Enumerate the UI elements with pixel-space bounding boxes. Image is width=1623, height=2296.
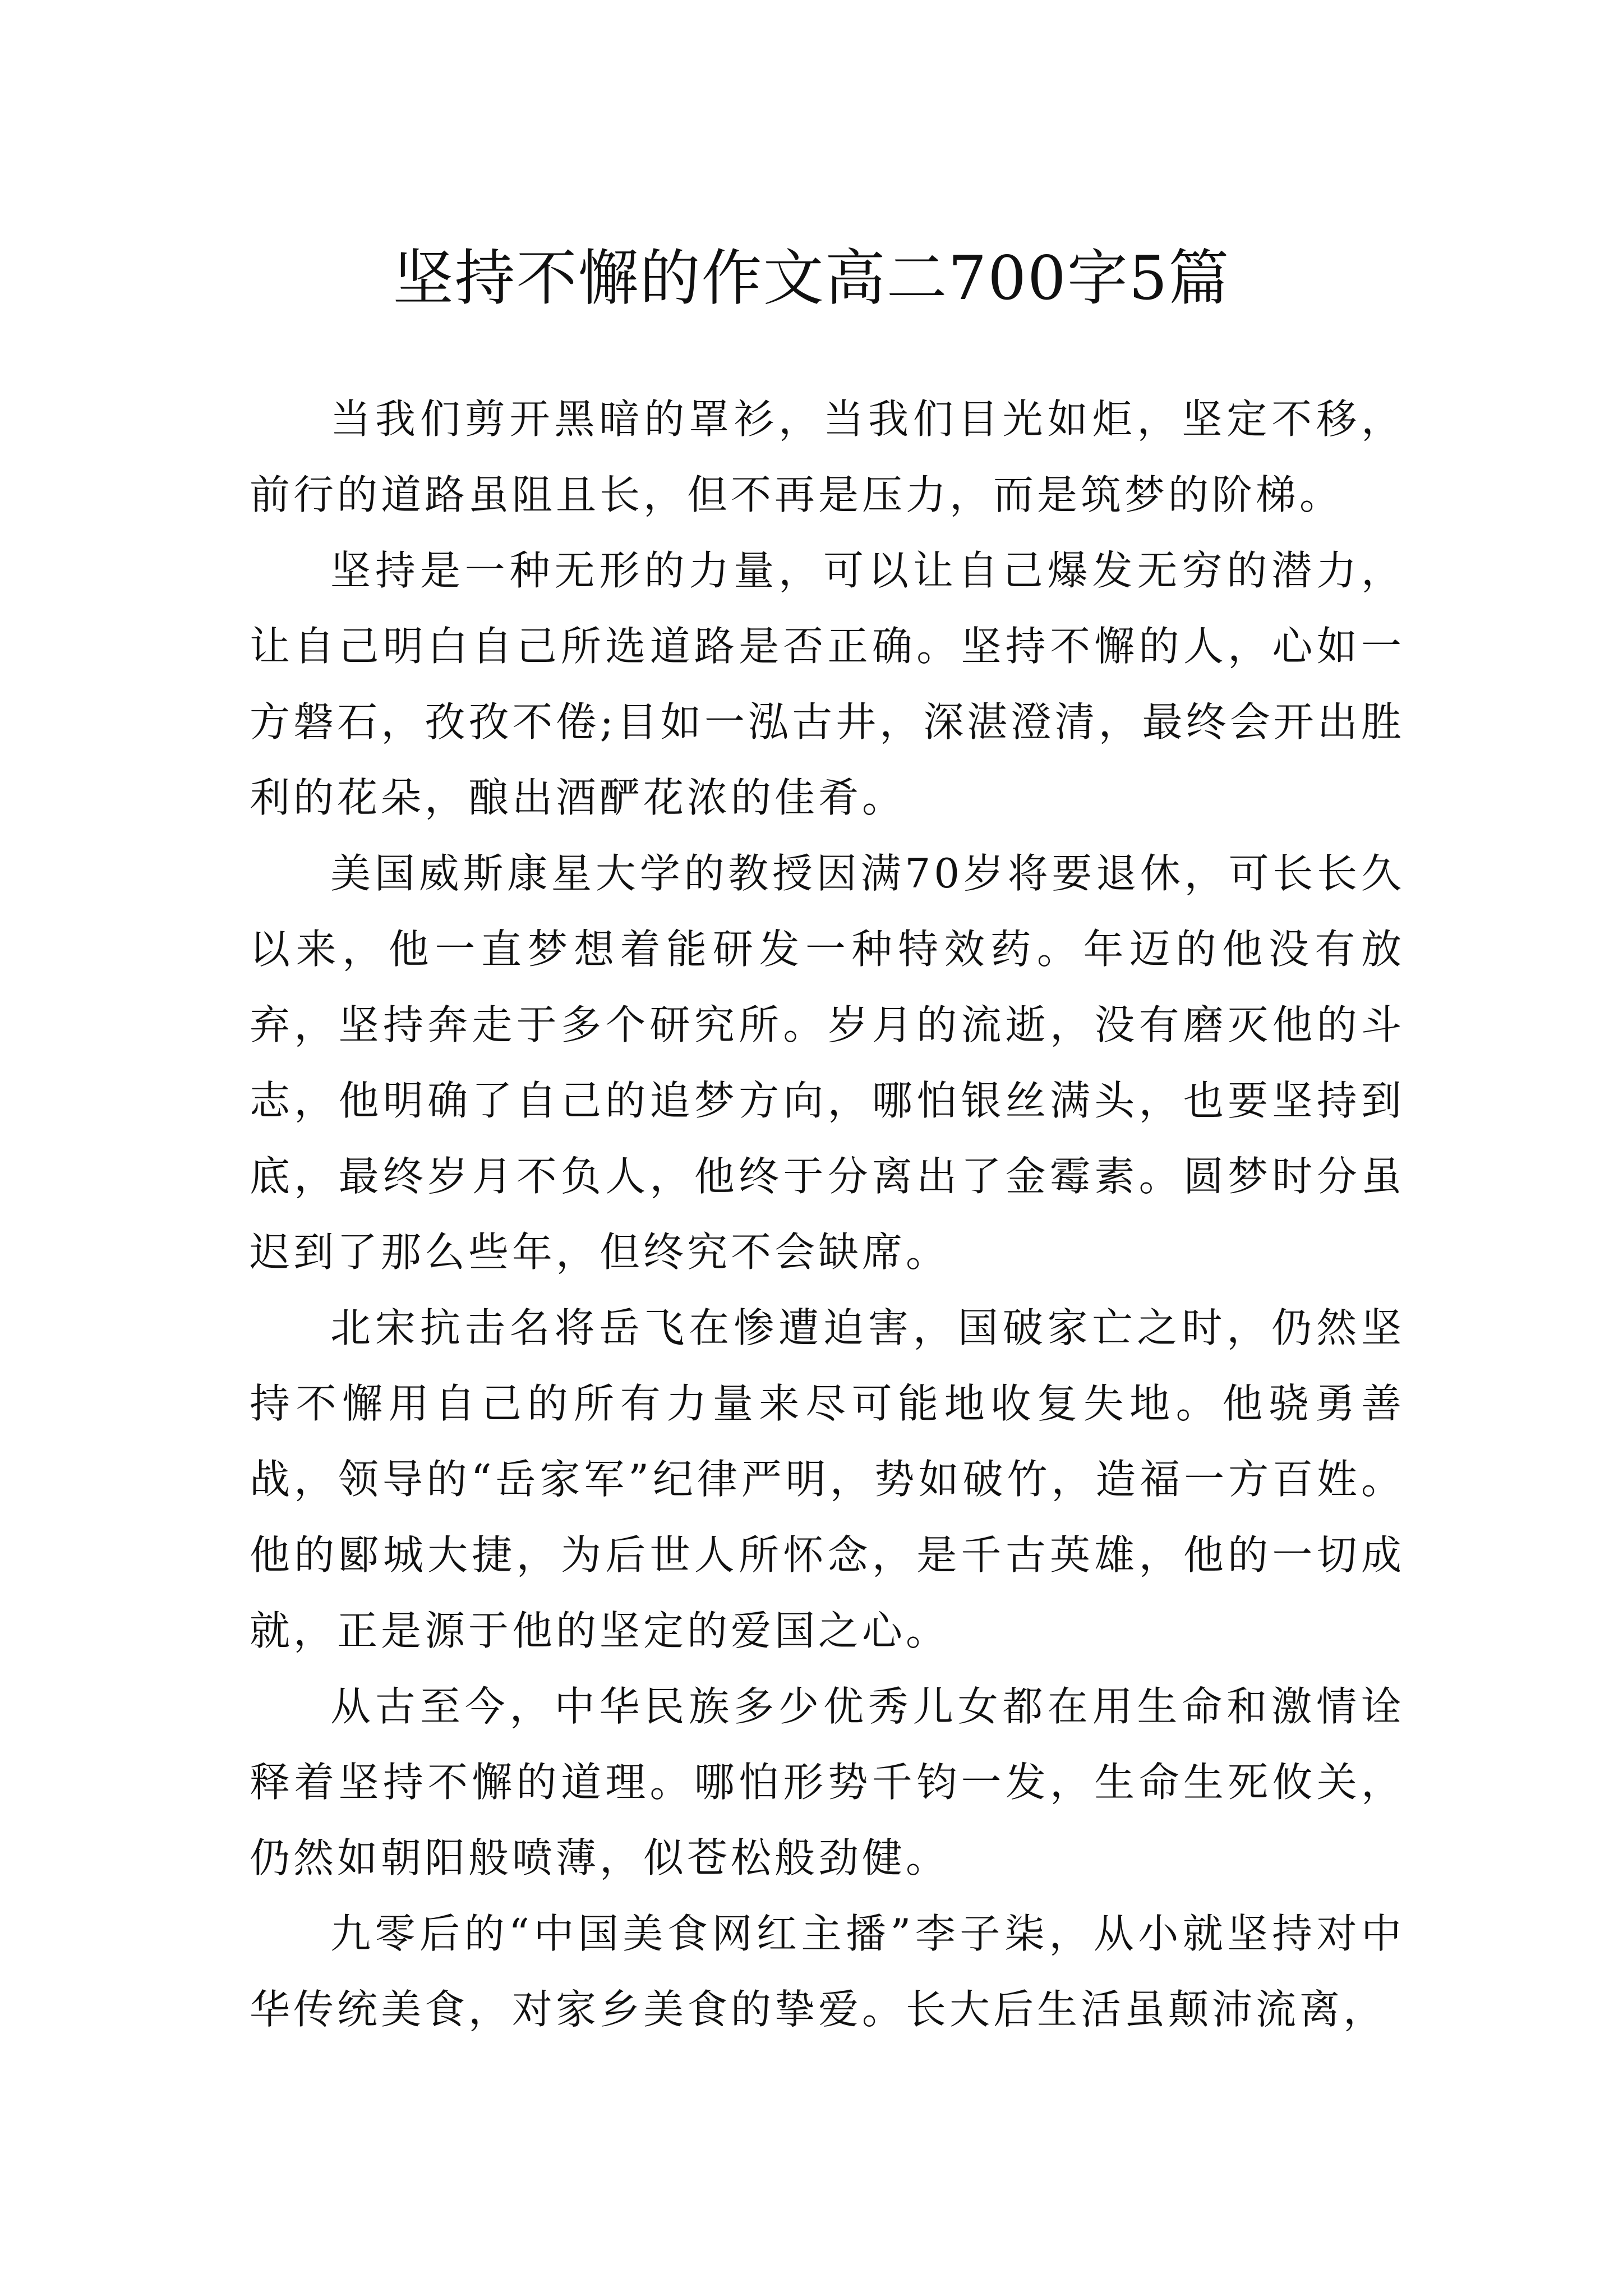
paragraph: 北宋抗击名将岳飞在惨遭迫害，国破家亡之时，仍然坚持不懈用自己的所有力量来尽可能地收复失地。他骁勇善战，领导的“岳家军”纪律严明，势如破竹，造福一方百姓。他的郾城大捷，为后世人所怀念，是千古英雄，他的一切成就，正是源于他的坚定的爱国之心。 — [250, 1304, 1405, 1654]
document-body — [250, 381, 1405, 2047]
paragraph: 从古至今，中华民族多少优秀儿女都在用生命和激情诠释着坚持不懈的道理。哪怕形势千钧一发，生命生死攸关，仍然如朝阳般喷薄，似苍松般劲健。 — [250, 1683, 1405, 1881]
paragraph: 美国威斯康星大学的教授因满70岁将要退休，可长长久以来，他一直梦想着能研发一种特效药。年迈的他没有放弃，坚持奔走于多个研究所。岁月的流逝，没有磨灭他的斗志，他明确了自己的追梦方向，哪怕银丝满头，也要坚持到底，最终岁月不负人，他终于分离出了金霉素。圆梦时分虽迟到了那么些年，但终究不会缺席。 — [250, 850, 1405, 1276]
paragraph: 当我们剪开黑暗的罩衫，当我们目光如炬，坚定不移，前行的道路虽阻且长，但不再是压力，而是筑梦的阶梯。 — [250, 395, 1405, 518]
paragraph: 九零后的“中国美食网红主播”李子柒，从小就坚持对中华传统美食，对家乡美食的挚爱。长大后生活虽颠沛流离， — [250, 1910, 1405, 2033]
paragraph: 坚持是一种无形的力量，可以让自己爆发无穷的潜力，让自己明白自己所选道路是否正确。坚持不懈的人，心如一方磐石，孜孜不倦;目如一泓古井，深湛澄清，最终会开出胜利的花朵，酿出酒酽花浓的佳肴。 — [250, 547, 1405, 821]
document-title: 坚持不懈的作文高二700字5篇 — [393, 243, 1230, 314]
